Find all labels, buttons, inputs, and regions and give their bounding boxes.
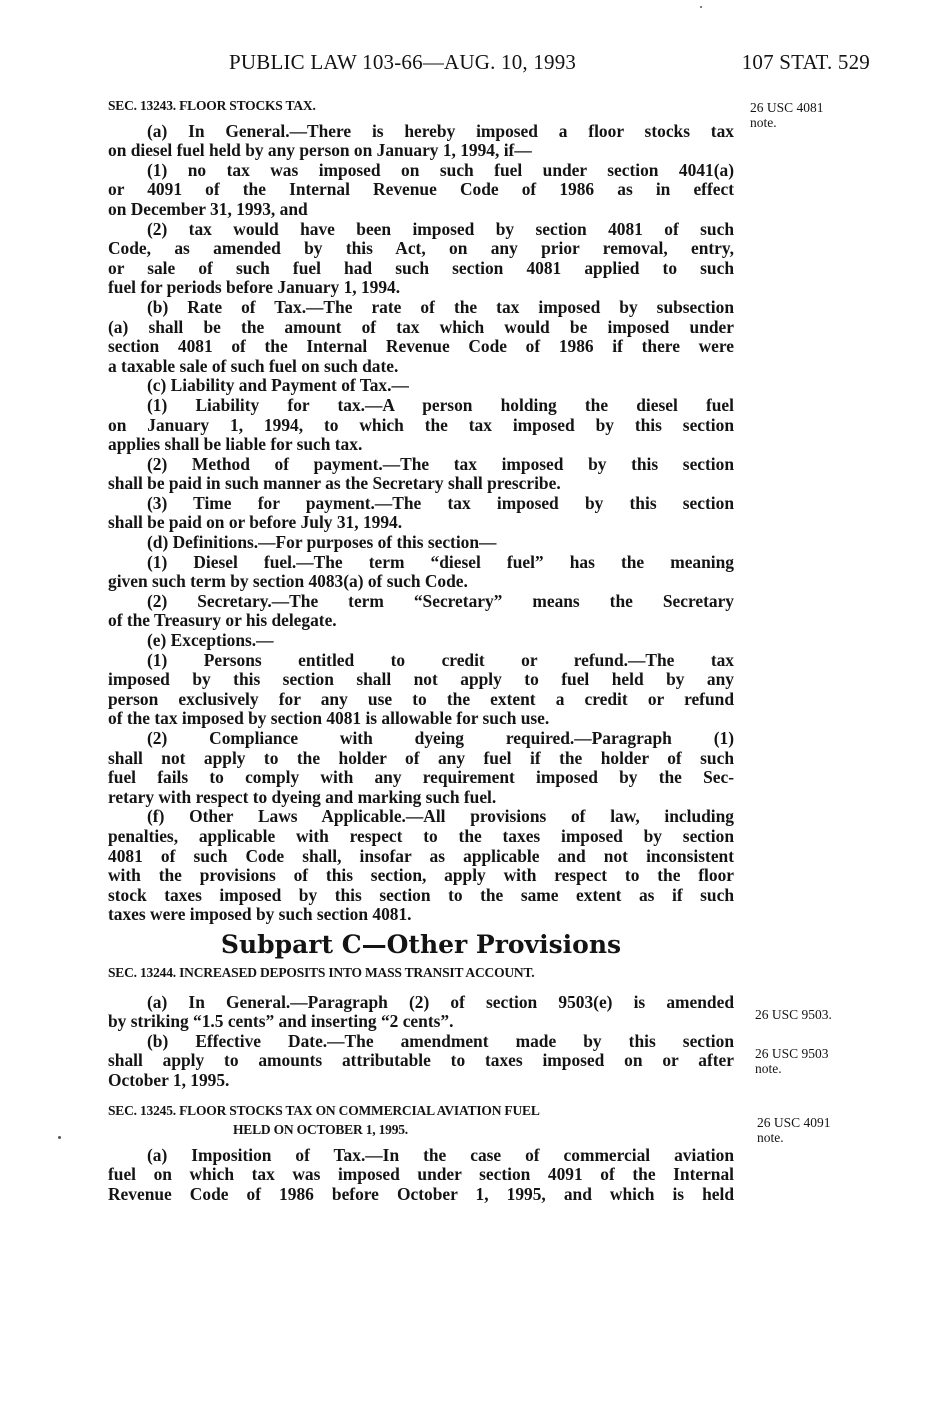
text-line: stock taxes imposed by this section to the same extent as if such — [108, 884, 734, 905]
statute-text — [108, 96, 734, 1204]
margin-note-line: note. — [757, 1130, 784, 1145]
text-line: (a) Imposition of Tax.—In the case of commercial aviation — [147, 1144, 734, 1165]
text-line: of the Treasury or his delegate. — [108, 610, 337, 631]
text-line: section 4081 of the Internal Revenue Code of 1986 if there were — [108, 336, 734, 357]
scan-speck — [700, 6, 702, 8]
text-line: (f) Other Laws Applicable.—All provisions of law, including — [147, 806, 734, 827]
text-line: (b) Effective Date.—The amendment made by this section — [147, 1030, 734, 1051]
text-line: or sale of such fuel had such section 4081 applied to such — [108, 257, 734, 278]
text-line: (e) Exceptions.— — [147, 630, 274, 651]
text-line: fuel for periods before January 1, 1994. — [108, 277, 401, 298]
text-line: shall apply to amounts attributable to taxes imposed on or after — [108, 1050, 734, 1071]
text-line: shall be paid on or before July 31, 1994. — [108, 512, 403, 533]
text-line: of the tax imposed by section 4081 is allowable for such use. — [108, 708, 550, 729]
running-header-right: 107 STAT. 529 — [741, 50, 870, 74]
text-line: Code, as amended by this Act, on any prior removal, entry, — [108, 238, 734, 259]
text-line: or 4091 of the Internal Revenue Code of 1986 as in effect — [108, 179, 734, 200]
margin-note-line: 26 USC 9503 — [755, 1046, 829, 1061]
text-line: (a) shall be the amount of tax which would be imposed under — [108, 316, 734, 337]
text-line: (2) Secretary.—The term “Secretary” means the Secretary — [147, 590, 734, 611]
text-line: (2) Method of payment.—The tax imposed by this section — [147, 453, 734, 474]
text-line: with the provisions of this section, apply with respect to the floor — [108, 865, 734, 886]
text-line: applies shall be liable for such tax. — [108, 434, 363, 455]
subpart-heading: Subpart C—Other Provisions — [220, 929, 622, 959]
text-line: October 1, 1995. — [108, 1069, 230, 1090]
margin-note-line: note. — [750, 115, 777, 130]
section-heading-continued: HELD ON OCTOBER 1, 1995. — [233, 1122, 408, 1138]
text-line: fuel on which tax was imposed under section 4091 of the Internal — [108, 1164, 734, 1185]
text-line: on January 1, 1994, to which the tax imposed by this section — [108, 414, 734, 435]
text-line: (c) Liability and Payment of Tax.— — [147, 375, 409, 396]
text-line: (3) Time for payment.—The tax imposed by this section — [147, 492, 734, 513]
text-line: Revenue Code of 1986 before October 1, 1995, and which is held — [108, 1183, 734, 1204]
text-line: by striking “1.5 cents” and inserting “2 cents”. — [108, 1011, 454, 1032]
scan-speck — [58, 1136, 61, 1139]
text-line: penalties, applicable with respect to the taxes imposed by section — [108, 825, 734, 846]
text-line: (1) Diesel fuel.—The term “diesel fuel” has the meaning — [147, 551, 734, 572]
text-line: shall be paid in such manner as the Secretary shall prescribe. — [108, 473, 561, 494]
text-line: person exclusively for any use to the extent a credit or refund — [108, 688, 734, 709]
text-line: fuel fails to comply with any requirement imposed by the Sec- — [108, 767, 734, 788]
section-heading: SEC. 13243. FLOOR STOCKS TAX. — [108, 98, 316, 113]
text-line: (2) tax would have been imposed by section 4081 of such — [147, 218, 734, 239]
text-line: on December 31, 1993, and — [108, 198, 308, 219]
text-line: on diesel fuel held by any person on January 1, 1994, if— — [108, 140, 532, 161]
text-line: given such term by section 4083(a) of such Code. — [108, 571, 468, 592]
margin-note-line: 26 USC 4091 — [757, 1115, 831, 1130]
text-line: taxes were imposed by such section 4081. — [108, 904, 412, 925]
margin-note — [750, 100, 860, 130]
text-line: 4081 of such Code shall, insofar as applicable and not inconsistent — [108, 845, 734, 866]
margin-note — [757, 1115, 867, 1145]
text-line: imposed by this section shall not apply to fuel held by any — [108, 669, 734, 690]
margin-note-line: 26 USC 4081 — [750, 100, 824, 115]
margin-note — [755, 1007, 865, 1022]
text-line: (b) Rate of Tax.—The rate of the tax imposed by subsection — [147, 296, 734, 317]
text-line: (1) no tax was imposed on such fuel under section 4041(a) — [147, 159, 734, 180]
section-heading: SEC. 13245. FLOOR STOCKS TAX ON COMMERCIAL AVIATION FUEL — [108, 1102, 540, 1118]
text-line: shall not apply to the holder of any fuel if the holder of such — [108, 747, 734, 768]
text-line: (1) Persons entitled to credit or refund.—The tax — [147, 649, 734, 670]
text-line: (1) Liability for tax.—A person holding the diesel fuel — [147, 394, 734, 415]
text-line: (d) Definitions.—For purposes of this section— — [147, 532, 497, 553]
margin-note-line: note. — [755, 1061, 782, 1076]
section-heading: SEC. 13244. INCREASED DEPOSITS INTO MASS TRANSIT ACCOUNT. — [108, 964, 535, 980]
text-line: (2) Compliance with dyeing required.—Paragraph (1) — [147, 728, 734, 748]
text-line: (a) In General.—There is hereby imposed a floor stocks tax — [147, 120, 734, 141]
text-line: a taxable sale of such fuel on such date. — [108, 355, 399, 376]
running-header-left: PUBLIC LAW 103-66—AUG. 10, 1993 — [229, 50, 577, 74]
margin-note-line: 26 USC 9503. — [755, 1007, 832, 1022]
text-line: retary with respect to dyeing and marking such fuel. — [108, 786, 497, 807]
margin-note — [755, 1046, 865, 1076]
text-line: (a) In General.—Paragraph (2) of section 9503(e) is amended — [147, 991, 734, 1012]
